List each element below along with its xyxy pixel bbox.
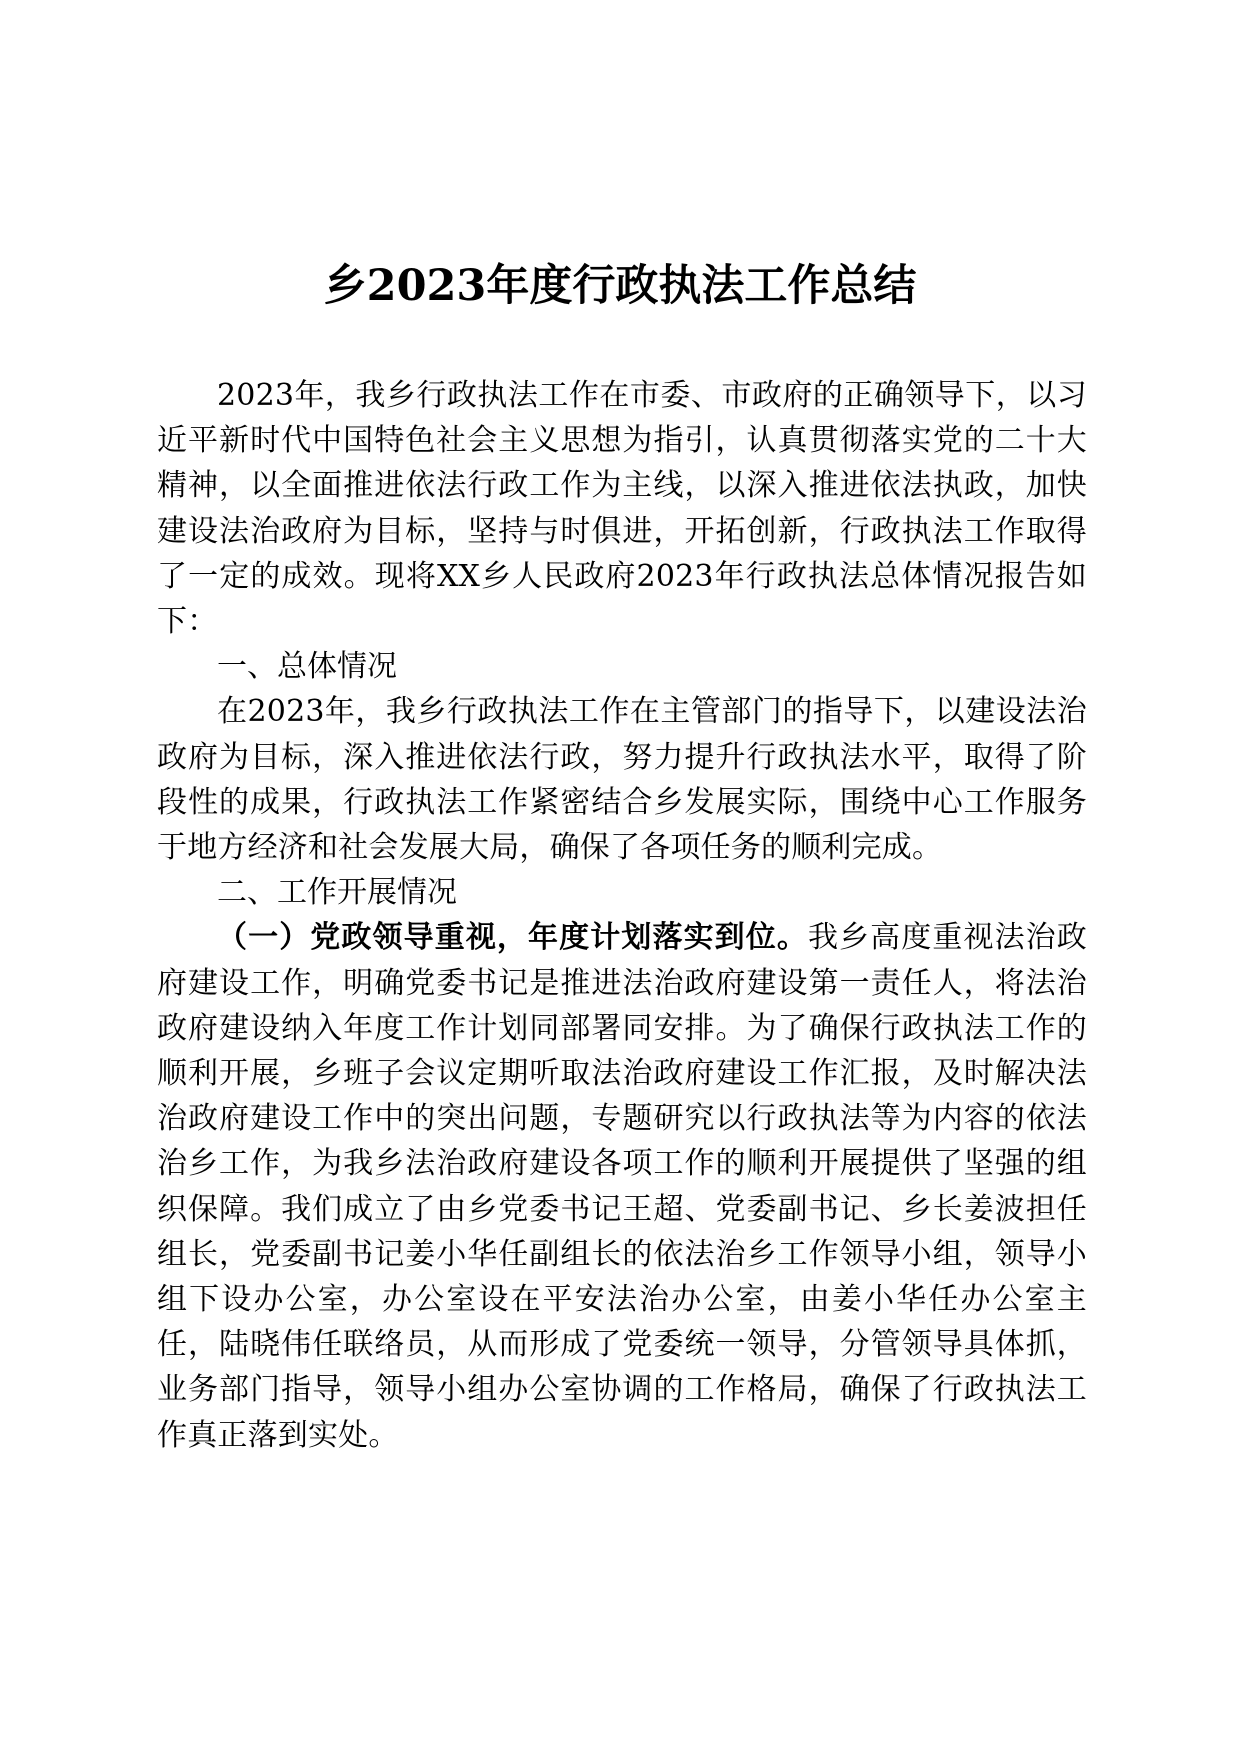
section-heading-work: 二、工作开展情况 <box>217 875 457 911</box>
intro-paragraph: 2023年，我乡行政执法工作在市委、市政府的正确领导下，以习近平新时代中国特色社会主义思想为指引，认真贯彻落实党的二十大精神，以全面推进依法行政工作为主线，以深入推进依法执政，加快建设法治政府为目标，坚持与时俱进，开拓创新，行政执法工作取得了一定的成效。现将XX乡人民政府2023年行政执法总体情况报告如下： <box>157 378 1087 640</box>
overview-paragraph: 在2023年，我乡行政执法工作在主管部门的指导下，以建设法治政府为目标，深入推进依法行政，努力提升行政执法水平，取得了阶段性的成果，行政执法工作紧密结合乡发展实际，围绕中心工作服务于地方经济和社会发展大局，确保了各项任务的顺利完成。 <box>157 694 1087 866</box>
document-title: 乡2023年度行政执法工作总结 <box>323 261 917 311</box>
subsection-text: 我乡高度重视法治政府建设工作，明确党委书记是推进法治政府建设第一责任人，将法治政府建设纳入年度工作计划同部署同安排。为了确保行政执法工作的顺利开展，乡班子会议定期听取法治政府建设工作汇报，及时解决法治政府建设工作中的突出问题，专题研究以行政执法等为内容的依法治乡工作，为我乡法治政府建设各项工作的顺利开展提供了坚强的组织保障。我们成立了由乡党委书记王超、党委副书记、乡长姜波担任组长，党委副书记姜小华任副组长的依法治乡工作领导小组，领导小组下设办公室，办公室设在平安法治办公室，由姜小华任办公室主任，陆晓伟任联络员，从而形成了党委统一领导，分管领导具体抓，业务部门指导，领导小组办公室协调的工作格局，确保了行政执法工作真正落到实处。 <box>157 920 1087 1453</box>
section-heading-overview: 一、总体情况 <box>217 649 397 685</box>
subsection-lead: （一）党政领导重视，年度计划落实到位。 <box>217 920 808 956</box>
work-paragraph <box>157 915 1087 1457</box>
document-body <box>157 373 1087 1458</box>
